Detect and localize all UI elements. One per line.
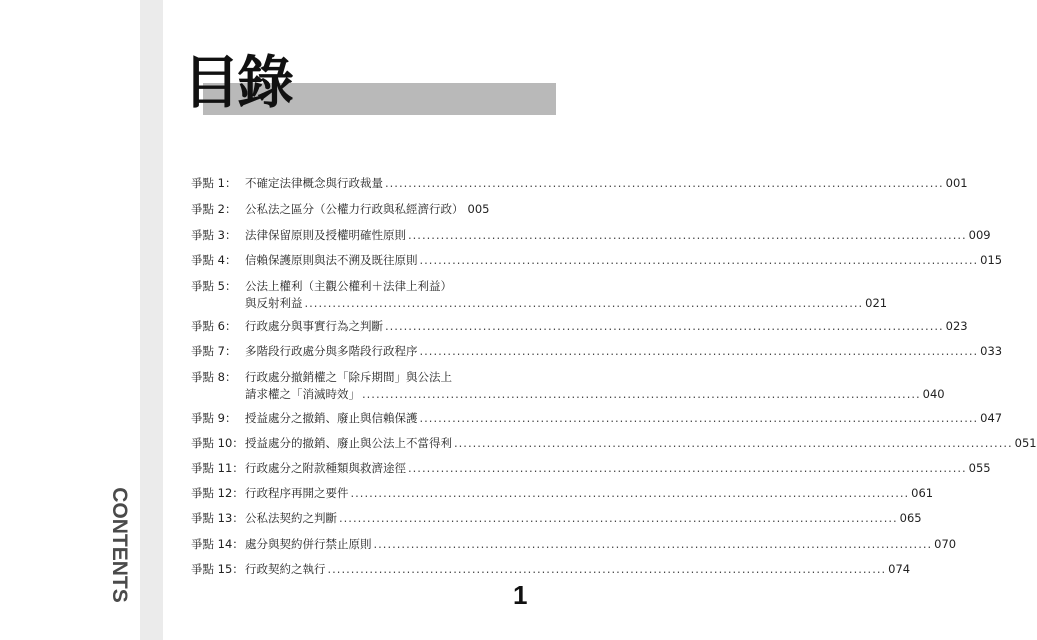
toc-leader-dots: ........................................................................................................................ bbox=[419, 253, 979, 267]
toc-entry-line bbox=[191, 511, 922, 525]
toc-entry-page: 005 bbox=[467, 202, 490, 216]
page-title: 目錄 bbox=[183, 49, 291, 116]
toc-entry-line bbox=[191, 461, 991, 475]
toc-entry-page: 001 bbox=[945, 176, 968, 190]
toc-entry-title: 多階段行政處分與多階段行政程序 bbox=[245, 344, 418, 358]
toc-leader-dots: ........................................................................................................................ bbox=[362, 387, 921, 401]
toc-entry-title: 不確定法律概念與行政裁量 bbox=[245, 176, 383, 190]
toc-entry[interactable] bbox=[191, 253, 1003, 267]
toc-entry-number: 爭點 10： bbox=[191, 436, 244, 450]
toc-leader-dots: ........................................................................................................................ bbox=[350, 486, 910, 500]
toc-entry[interactable] bbox=[191, 461, 991, 475]
toc-leader-dots: ........................................................................................................................ bbox=[304, 296, 864, 310]
toc-entry-number: 爭點 15： bbox=[191, 562, 244, 576]
toc-entry[interactable] bbox=[191, 486, 934, 500]
toc-entry-number: 爭點 8： bbox=[191, 370, 237, 384]
toc-entry-line bbox=[191, 486, 934, 500]
toc-entry[interactable] bbox=[191, 344, 1003, 358]
toc-entry[interactable] bbox=[191, 562, 911, 576]
toc-entry-page: 047 bbox=[980, 411, 1003, 425]
toc-entry-line bbox=[191, 387, 945, 401]
toc-leader-dots: ........................................................................................................................ bbox=[419, 344, 979, 358]
toc-entry-line bbox=[191, 253, 1003, 267]
toc-entry-page: 033 bbox=[980, 344, 1003, 358]
toc-entry-title: 公法上權利（主觀公權利＋法律上利益） bbox=[245, 279, 452, 293]
toc-entry-title: 授益處分之撤銷、廢止與信賴保護 bbox=[245, 411, 418, 425]
toc-entry-line bbox=[191, 344, 1003, 358]
toc-entry[interactable] bbox=[191, 228, 991, 242]
toc-entry[interactable] bbox=[191, 279, 888, 310]
toc-entry-line bbox=[191, 279, 487, 293]
toc-entry-line bbox=[191, 202, 490, 216]
toc-leader-dots: ........................................................................................................................ bbox=[408, 461, 967, 475]
toc-entry-page: 055 bbox=[968, 461, 991, 475]
toc-leader-dots: ........................................................................................................................ bbox=[385, 319, 944, 333]
toc-leader-dots: ........................................................................................................................ bbox=[327, 562, 887, 576]
toc-entry-page: 061 bbox=[911, 486, 934, 500]
toc-entry-title: 行政契約之執行 bbox=[245, 562, 326, 576]
toc-entry[interactable] bbox=[191, 370, 945, 401]
toc-entry-line bbox=[191, 296, 888, 310]
toc-entry-number: 爭點 3： bbox=[191, 228, 237, 242]
page-number: 1 bbox=[513, 580, 528, 610]
toc-entry[interactable] bbox=[191, 319, 968, 333]
toc-entry-title-continued: 與反射利益 bbox=[245, 296, 303, 310]
toc-entry-number: 爭點 6： bbox=[191, 319, 237, 333]
left-margin-bar bbox=[140, 0, 163, 640]
toc-entry-page: 065 bbox=[899, 511, 922, 525]
toc-leader-dots: ........................................................................................................................ bbox=[454, 436, 1013, 450]
toc-entry-page: 051 bbox=[1014, 436, 1037, 450]
toc-entry-line bbox=[191, 562, 911, 576]
toc-entry-line bbox=[191, 228, 991, 242]
toc-entry-title: 法律保留原則及授權明確性原則 bbox=[245, 228, 406, 242]
toc-entry-page: 023 bbox=[945, 319, 968, 333]
toc-entry-title: 處分與契約併行禁止原則 bbox=[245, 537, 372, 551]
toc-entry-line bbox=[191, 370, 487, 384]
toc-leader-dots: ........................................................................................................................ bbox=[385, 176, 944, 190]
contents-side-label bbox=[101, 487, 137, 603]
toc-entry-title: 行政處分與事實行為之判斷 bbox=[245, 319, 383, 333]
toc-entry-page: 021 bbox=[865, 296, 888, 310]
toc-entry[interactable] bbox=[191, 436, 1037, 450]
toc-entry[interactable] bbox=[191, 511, 922, 525]
toc-entry-number: 爭點 4： bbox=[191, 253, 237, 267]
toc-leader-dots: ........................................................................................................................ bbox=[408, 228, 967, 242]
toc-leader-dots: ........................................................................................................................ bbox=[373, 537, 933, 551]
toc-entry-number: 爭點 9： bbox=[191, 411, 237, 425]
toc-entry-number: 爭點 5： bbox=[191, 279, 237, 293]
toc-entry-page: 009 bbox=[968, 228, 991, 242]
toc-entry-title: 信賴保護原則與法不溯及既往原則 bbox=[245, 253, 418, 267]
toc-entry-number: 爭點 12： bbox=[191, 486, 244, 500]
toc-entry-title: 公私法之區分（公權力行政與私經濟行政） bbox=[245, 202, 464, 216]
toc-entry-line bbox=[191, 436, 1037, 450]
toc-leader-dots: ........................................................................................................................ bbox=[419, 411, 979, 425]
contents-side-text: CONTENTS bbox=[108, 487, 131, 603]
toc-entry-title: 公私法契約之判斷 bbox=[245, 511, 337, 525]
toc-entry-number: 爭點 1： bbox=[191, 176, 237, 190]
toc-entry-number: 爭點 2： bbox=[191, 202, 237, 216]
toc-entry-number: 爭點 14： bbox=[191, 537, 244, 551]
toc-entry-number: 爭點 7： bbox=[191, 344, 237, 358]
toc-entry-line bbox=[191, 176, 968, 190]
toc-entry-page: 040 bbox=[922, 387, 945, 401]
toc-leader-dots: ........................................................................................................................ bbox=[339, 511, 898, 525]
toc-entry-line bbox=[191, 411, 1003, 425]
toc-entry-title: 行政程序再開之要件 bbox=[245, 486, 349, 500]
toc-entry[interactable] bbox=[191, 411, 1003, 425]
toc-entry[interactable] bbox=[191, 176, 968, 190]
toc-entry-line bbox=[191, 537, 957, 551]
toc-entry[interactable] bbox=[191, 537, 957, 551]
toc-entry-page: 070 bbox=[934, 537, 957, 551]
toc-entry-title: 行政處分之附款種類與救濟途徑 bbox=[245, 461, 406, 475]
toc-entry-title: 行政處分撤銷權之「除斥期間」與公法上 bbox=[245, 370, 452, 384]
toc-entry-page: 074 bbox=[888, 562, 911, 576]
toc-entry[interactable] bbox=[191, 202, 490, 216]
toc-entry-title: 授益處分的撤銷、廢止與公法上不當得利 bbox=[245, 436, 452, 450]
toc-entry-number: 爭點 11： bbox=[191, 461, 244, 475]
toc-entry-number: 爭點 13： bbox=[191, 511, 244, 525]
toc-entry-page: 015 bbox=[980, 253, 1003, 267]
toc-entry-line bbox=[191, 319, 968, 333]
toc-entry-title-continued: 請求權之「消滅時效」 bbox=[245, 387, 360, 401]
